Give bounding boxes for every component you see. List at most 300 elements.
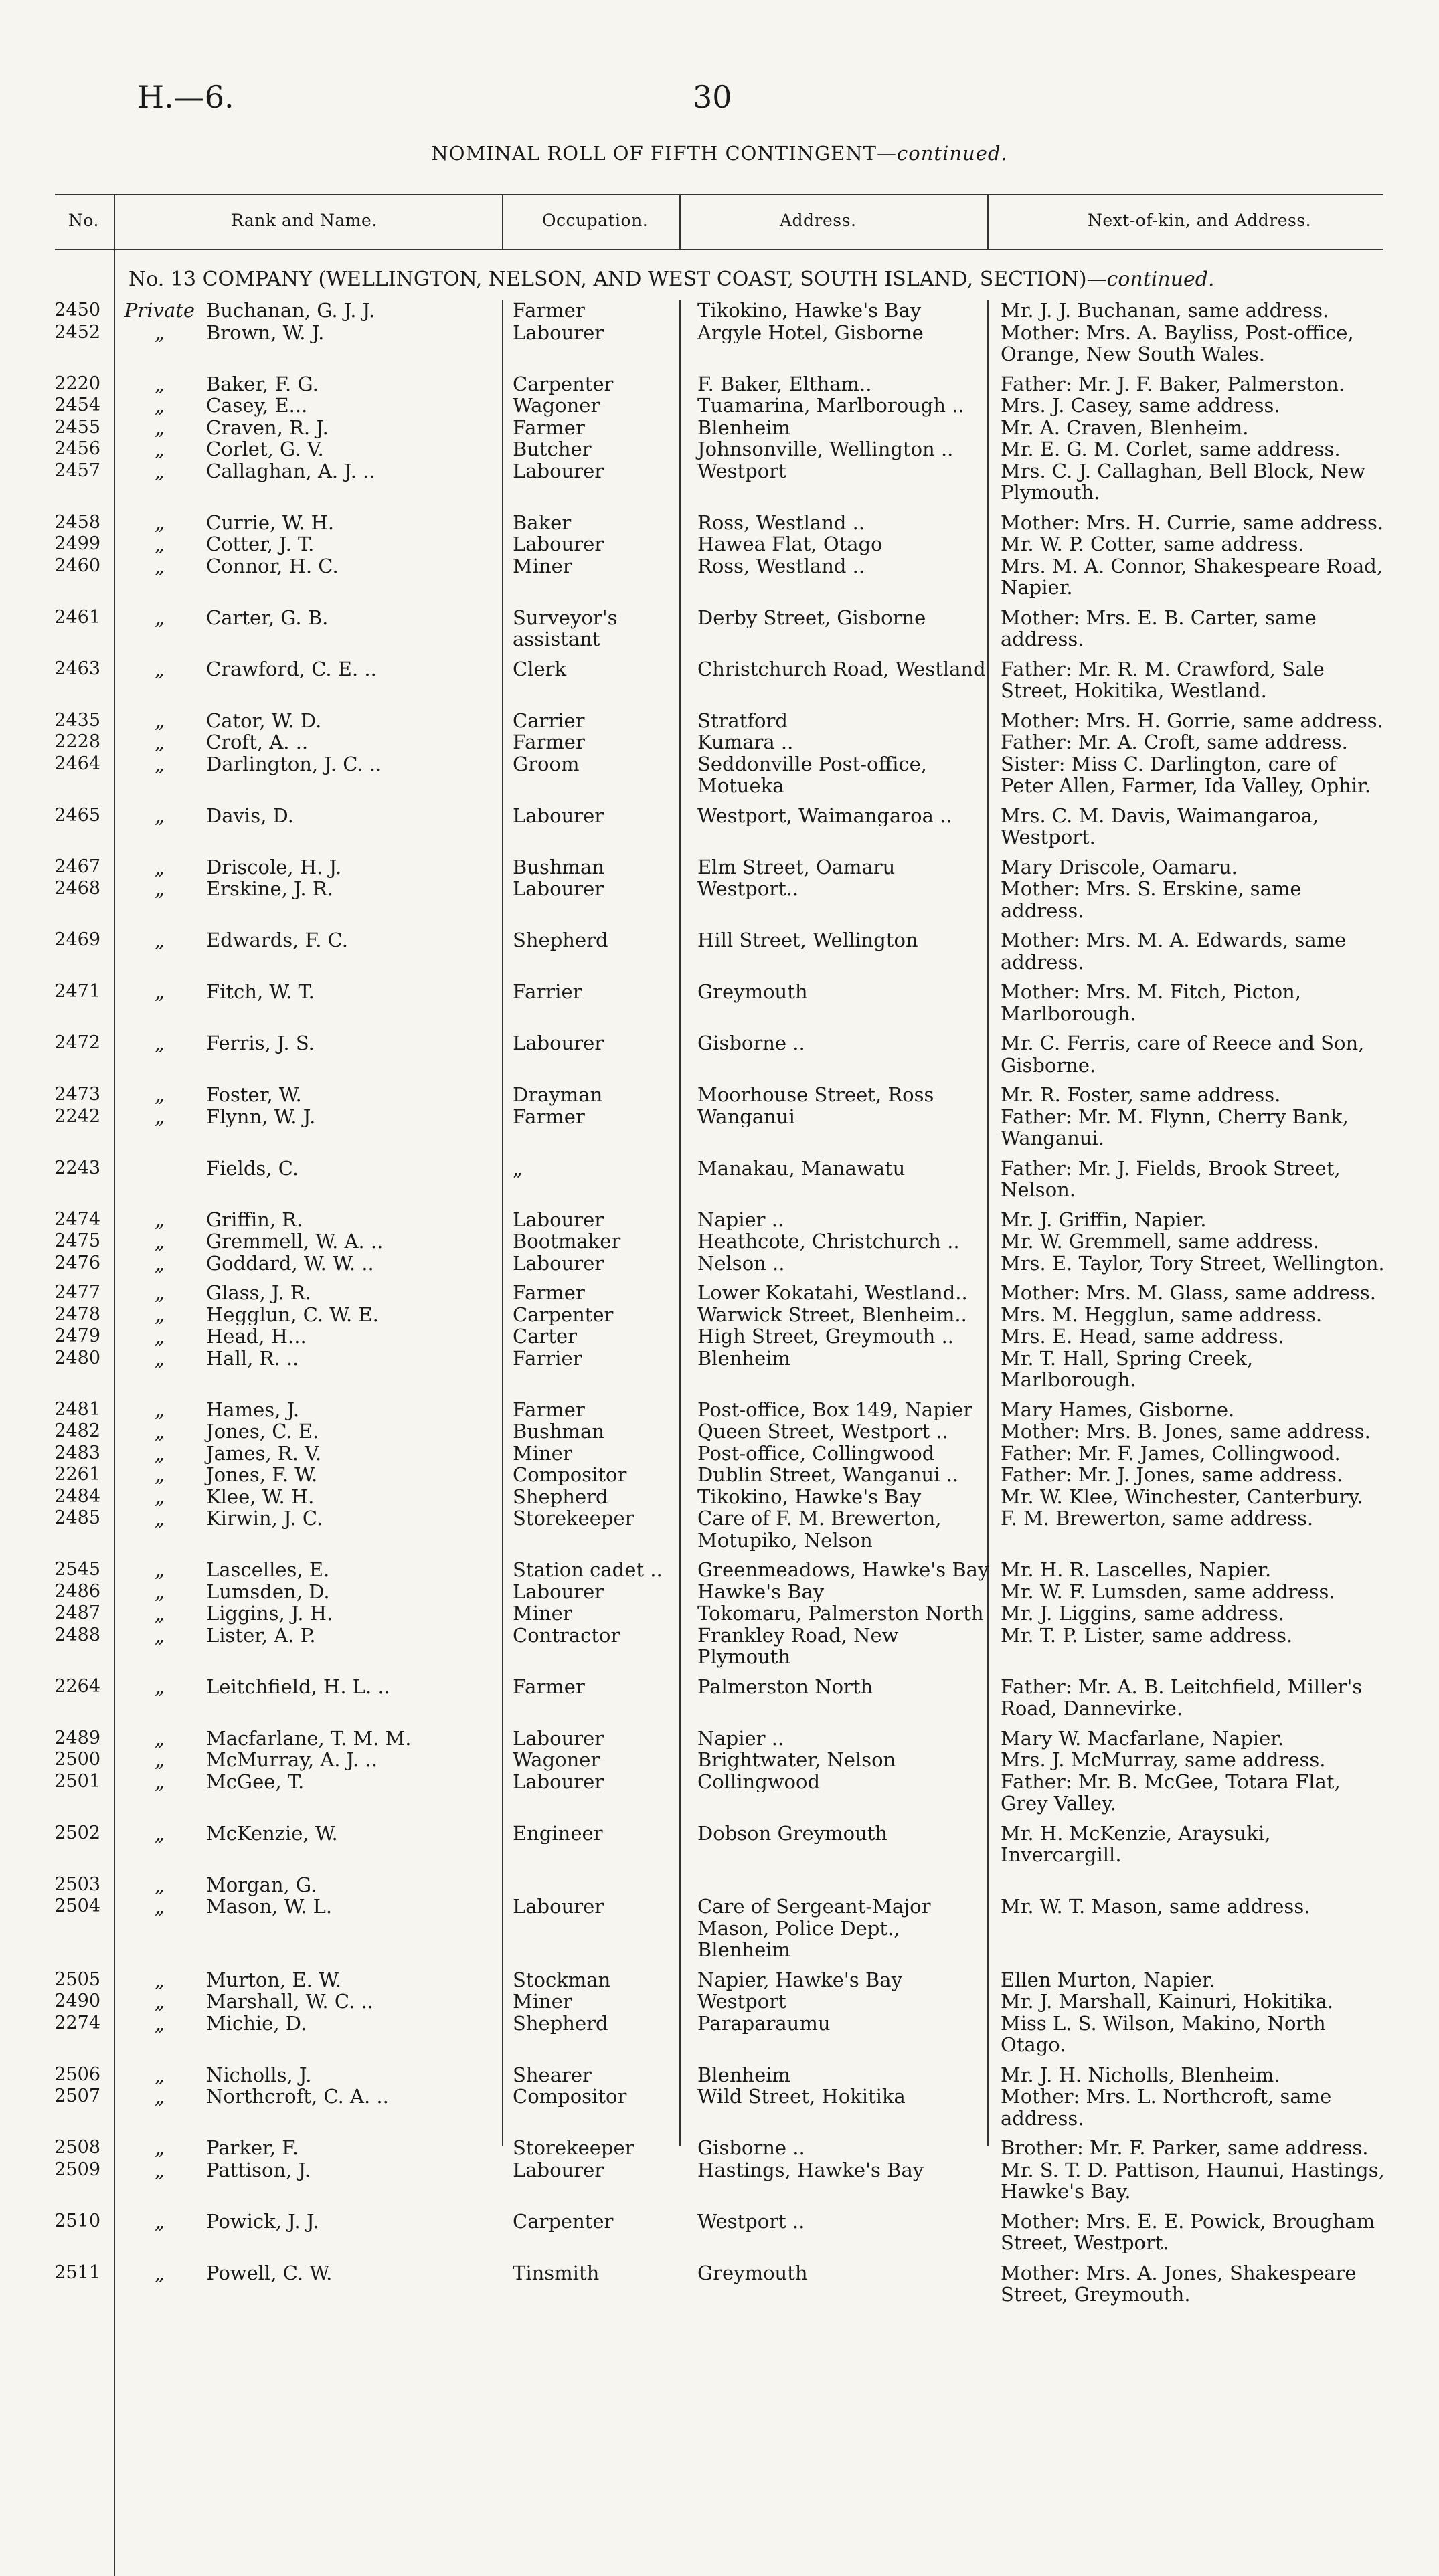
table-row (0, 1896, 1439, 1961)
entry-occupation: Stockman (513, 1968, 611, 1991)
entry-name: Nicholls, J. (206, 2063, 312, 2086)
table-row (0, 1771, 1439, 1815)
company-heading-main: No. 13 COMPANY (WELLINGTON, NELSON, AND WEST COAST, SOUTH ISLAND, SECTION)— (129, 268, 1107, 291)
entry-address: Nelson .. (697, 1252, 785, 1274)
entry-number: 2500 (54, 1749, 100, 1770)
entry-occupation: Compositor (513, 1464, 627, 1486)
entry-number: 2479 (54, 1325, 100, 1346)
entry-occupation: Carrier (513, 709, 585, 731)
entry-rank: „ (154, 394, 165, 417)
table-row (0, 1602, 1439, 1625)
entry-rank: „ (154, 1602, 165, 1625)
roll-title (0, 142, 1439, 165)
entry-rank: „ (154, 554, 165, 577)
entry-address: Westport, Waimangaroa .. (697, 804, 952, 826)
entry-occupation: Labourer (513, 533, 604, 555)
entry-number: 2483 (54, 1442, 100, 1463)
entry-number: 2456 (54, 438, 100, 459)
entry-number: 2468 (54, 878, 100, 899)
entry-occupation: Butcher (513, 438, 592, 460)
entry-name: Leitchfield, H. L. .. (206, 1675, 390, 1697)
entry-name: Connor, H. C. (206, 555, 339, 577)
entry-name: Foster, W. (206, 1084, 302, 1106)
entry-number: 2485 (54, 1507, 100, 1528)
entry-occupation: Farmer (513, 1675, 585, 1697)
entry-rank: „ (154, 438, 165, 460)
table-row (0, 2211, 1439, 2254)
entry-name: Ferris, J. S. (206, 1032, 315, 1054)
entry-name: Mason, W. L. (206, 1896, 333, 1918)
table-row (0, 300, 1439, 322)
table-row (0, 607, 1439, 650)
table-row (0, 1581, 1439, 1603)
entry-occupation: Carpenter (513, 373, 614, 395)
entry-address: Greymouth (697, 981, 808, 1003)
entry-number: 2509 (54, 2158, 100, 2180)
entry-address: Hawea Flat, Otago (697, 533, 883, 555)
entry-number: 2504 (54, 1896, 100, 1916)
entry-occupation: Clerk (513, 658, 567, 680)
table-row (0, 1253, 1439, 1275)
entry-address: Christchurch Road, Westland (697, 658, 986, 680)
entry-next-of-kin: Father: Mr. B. McGee, Totara Flat, Grey Valley. (1001, 1770, 1341, 1815)
entry-rank: „ (154, 1105, 165, 1128)
entry-next-of-kin: Mr. W. Gremmell, same address. (1001, 1230, 1319, 1253)
entry-rank: „ (154, 2136, 165, 2159)
entry-occupation: Engineer (513, 1822, 603, 1844)
entry-name: Marshall, W. C. .. (206, 1991, 373, 2013)
entry-name: Erskine, J. R. (206, 878, 333, 900)
table-row (0, 710, 1439, 732)
entry-next-of-kin: Mother: Mrs. A. Jones, Shakespeare Street, Greymouth. (1001, 2261, 1357, 2306)
entry-name: James, R. V. (206, 1442, 322, 1464)
entry-address: Ross, Westland .. (697, 555, 865, 577)
entry-address: Dublin Street, Wanganui .. (697, 1464, 959, 1486)
entry-occupation: Miner (513, 555, 572, 577)
table-row (0, 395, 1439, 417)
entry-number: 2261 (54, 1464, 100, 1485)
entry-name: Casey, E... (206, 395, 308, 417)
entry-occupation: „ (513, 1157, 523, 1179)
entry-name: Lumsden, D. (206, 1580, 330, 1602)
entry-next-of-kin: Brother: Mr. F. Parker, same address. (1001, 2136, 1369, 2159)
entry-name: Jones, F. W. (206, 1464, 318, 1486)
entry-next-of-kin: Mr. W. T. Mason, same address. (1001, 1895, 1310, 1918)
entry-rank: „ (154, 1303, 165, 1326)
entry-rank: „ (154, 657, 165, 680)
entry-next-of-kin: Mrs. M. Hegglun, same address. (1001, 1303, 1323, 1326)
entry-occupation: Shepherd (513, 1485, 608, 1507)
table-head-rule (55, 249, 1383, 250)
entry-address: Wanganui (697, 1105, 795, 1127)
entry-name: Morgan, G. (206, 1873, 317, 1896)
entry-address: Tikokino, Hawke's Bay (697, 300, 922, 322)
entry-number: 2469 (54, 929, 100, 950)
entry-next-of-kin: Mrs. C. J. Callaghan, Bell Block, New Plymouth. (1001, 459, 1366, 504)
entry-rank: „ (154, 1675, 165, 1698)
entry-number: 2460 (54, 555, 100, 576)
entry-number: 2463 (54, 658, 100, 679)
table-row (0, 929, 1439, 973)
entry-rank: „ (154, 1208, 165, 1231)
table-row (0, 1969, 1439, 1991)
entry-rank: „ (154, 1032, 165, 1054)
table-row (0, 878, 1439, 921)
entry-rank: „ (154, 731, 165, 753)
entry-occupation: Labourer (513, 1727, 604, 1749)
entry-number: 2464 (54, 753, 100, 774)
entry-occupation: Labourer (513, 878, 604, 900)
table-row (0, 1823, 1439, 1866)
entry-address: Westport (697, 460, 786, 482)
entry-name: Hegglun, C. W. E. (206, 1303, 379, 1325)
entry-next-of-kin: Mother: Mrs. E. E. Powick, Brougham Street, Westport. (1001, 2209, 1375, 2254)
entry-address: Wild Street, Hokitika (697, 2086, 906, 2108)
entry-number: 2545 (54, 1559, 100, 1580)
entry-next-of-kin: Mother: Mrs. B. Jones, same address. (1001, 1420, 1371, 1443)
entry-number: 2477 (54, 1282, 100, 1303)
entry-rank: „ (154, 1251, 165, 1275)
entry-address: Care of Sergeant-Major Mason, Police Dept., Blenheim (697, 1896, 931, 1961)
entry-number: 2499 (54, 533, 100, 554)
table-row (0, 731, 1439, 753)
entry-occupation: Labourer (513, 1032, 604, 1054)
entry-next-of-kin: Mr. W. F. Lumsden, same address. (1001, 1580, 1335, 1603)
entry-number: 2242 (54, 1105, 100, 1127)
entry-rank: „ (154, 2063, 165, 2086)
entry-rank: „ (154, 1507, 165, 1530)
entry-rank: „ (154, 416, 165, 439)
entry-name: Powell, C. W. (206, 2262, 333, 2284)
entry-address: Westport .. (697, 2210, 805, 2232)
entry-next-of-kin: Father: Mr. R. M. Crawford, Sale Street, Hokitika, Westland. (1001, 657, 1325, 702)
entry-next-of-kin: Father: Mr. J. Fields, Brook Street, Nelson. (1001, 1156, 1341, 1201)
entry-next-of-kin: Mr. E. G. M. Corlet, same address. (1001, 438, 1341, 460)
entry-address: Napier, Hawke's Bay (697, 1968, 902, 1991)
entry-next-of-kin: Mary W. Macfarlane, Napier. (1001, 1726, 1284, 1750)
entry-number: 2508 (54, 2137, 100, 2158)
table-row (0, 417, 1439, 439)
entry-address: High Street, Greymouth .. (697, 1325, 954, 1348)
entry-occupation: Farmer (513, 1105, 585, 1127)
page-number: 30 (693, 79, 732, 115)
entry-occupation: Storekeeper (513, 1507, 634, 1530)
entry-number: 2452 (54, 321, 100, 343)
entry-number: 2220 (54, 373, 100, 394)
entry-next-of-kin: Mrs. M. A. Connor, Shakespeare Road, Napier. (1001, 554, 1383, 599)
table-row (0, 512, 1439, 534)
entry-address: Brightwater, Nelson (697, 1749, 896, 1771)
entry-next-of-kin: Mrs. E. Taylor, Tory Street, Wellington. (1001, 1251, 1385, 1275)
entry-address: Hastings, Hawke's Bay (697, 2158, 924, 2181)
entry-rank: „ (154, 709, 165, 732)
entry-rank: „ (154, 459, 165, 482)
entry-name: Darlington, J. C. .. (206, 753, 382, 775)
entry-occupation: Surveyor's assistant (513, 606, 618, 650)
entry-name: Lister, A. P. (206, 1624, 316, 1646)
entry-rank: „ (154, 1398, 165, 1421)
table-row (0, 438, 1439, 460)
entry-occupation: Labourer (513, 1252, 604, 1274)
entry-next-of-kin: Mrs. J. Casey, same address. (1001, 394, 1280, 417)
entry-number: 2458 (54, 511, 100, 533)
table-row (0, 2159, 1439, 2203)
entry-rank: „ (154, 1083, 165, 1106)
page-header-left: H.—6. (137, 79, 234, 115)
entry-name: Goddard, W. W. .. (206, 1252, 374, 1274)
entry-name: Lascelles, E. (206, 1559, 330, 1581)
entry-occupation: Bootmaker (513, 1230, 621, 1253)
entry-address: Moorhouse Street, Ross (697, 1084, 934, 1106)
entry-rank: „ (154, 2085, 165, 2108)
entry-occupation: Labourer (513, 804, 604, 826)
entry-name: Crawford, C. E. .. (206, 658, 377, 680)
table-row (0, 322, 1439, 365)
entry-name: Griffin, R. (206, 1208, 303, 1230)
col-header-occupation: Occupation. (542, 211, 649, 230)
entry-name: Glass, J. R. (206, 1282, 311, 1304)
entry-number: 2507 (54, 2086, 100, 2106)
entry-name: McKenzie, W. (206, 1822, 338, 1844)
entry-rank: „ (154, 1230, 165, 1253)
entry-occupation: Labourer (513, 1896, 604, 1918)
entry-name: Pattison, J. (206, 2158, 311, 2181)
entry-rank: „ (154, 1580, 165, 1603)
entry-number: 2274 (54, 2012, 100, 2033)
entry-occupation: Miner (513, 1442, 572, 1464)
entry-rank: „ (154, 1623, 165, 1647)
entry-rank: „ (154, 980, 165, 1003)
table-row (0, 1106, 1439, 1149)
entry-number: 2475 (54, 1230, 100, 1251)
entry-occupation: Labourer (513, 1770, 604, 1792)
entry-next-of-kin: Mary Hames, Gisborne. (1001, 1398, 1235, 1421)
entry-number: 2480 (54, 1347, 100, 1368)
table-row (0, 533, 1439, 555)
entry-occupation: Farmer (513, 1398, 585, 1420)
entry-rank: „ (154, 1895, 165, 1918)
entry-name: McMurray, A. J. .. (206, 1749, 377, 1771)
entry-name: Carter, G. B. (206, 606, 329, 628)
entry-name: Driscole, H. J. (206, 856, 342, 878)
entry-rank: „ (154, 1325, 165, 1348)
entry-address: Lower Kokatahi, Westland.. (697, 1282, 968, 1304)
roll-table-body (0, 300, 1439, 2306)
table-row (0, 555, 1439, 599)
table-row (0, 1230, 1439, 1253)
entry-number: 2503 (54, 1873, 100, 1895)
table-row (0, 2137, 1439, 2159)
entry-rank: „ (154, 511, 165, 534)
entry-address: Warwick Street, Blenheim.. (697, 1303, 967, 1325)
entry-number: 2461 (54, 606, 100, 628)
roll-title-continued: continued. (897, 142, 1008, 165)
entry-occupation: Farrier (513, 1347, 582, 1369)
entry-rank: Private (124, 299, 195, 322)
entry-occupation: Bushman (513, 856, 605, 878)
entry-rank: „ (154, 2209, 165, 2233)
table-row (0, 805, 1439, 848)
entry-rank: „ (154, 606, 165, 629)
entry-occupation: Groom (513, 753, 580, 775)
col-header-rank: Rank and Name. (231, 211, 377, 230)
entry-occupation: Shearer (513, 2063, 592, 2086)
company-heading-continued: continued. (1106, 268, 1215, 291)
entry-rank: „ (154, 855, 165, 879)
entry-name: Callaghan, A. J. .. (206, 460, 375, 482)
table-row (0, 1325, 1439, 1348)
roll-title-main: NOMINAL ROLL OF FIFTH CONTINGENT— (431, 142, 898, 165)
entry-occupation: Carpenter (513, 1303, 614, 1325)
entry-rank: „ (154, 877, 165, 900)
table-row (0, 373, 1439, 395)
entry-address: Derby Street, Gisborne (697, 606, 926, 628)
entry-occupation: Carter (513, 1325, 578, 1348)
entry-name: Cotter, J. T. (206, 533, 315, 555)
entry-next-of-kin: Mrs. J. McMurray, same address. (1001, 1748, 1326, 1771)
entry-address: Tokomaru, Palmerston North (697, 1602, 984, 1625)
entry-number: 2465 (54, 804, 100, 826)
entry-name: Currie, W. H. (206, 511, 335, 533)
entry-address: Gisborne .. (697, 1032, 805, 1054)
entry-number: 2264 (54, 1675, 100, 1697)
entry-rank: „ (154, 1873, 165, 1896)
entry-next-of-kin: Mr. J. Marshall, Kainuri, Hokitika. (1001, 1990, 1334, 2013)
entry-next-of-kin: Mr. A. Craven, Blenheim. (1001, 416, 1249, 439)
entry-next-of-kin: Mr. J. H. Nicholls, Blenheim. (1001, 2063, 1280, 2086)
entry-address: Queen Street, Westport .. (697, 1420, 948, 1443)
entry-occupation: Wagoner (513, 1749, 600, 1771)
entry-number: 2488 (54, 1624, 100, 1645)
entry-rank: „ (154, 1281, 165, 1304)
entry-address: Greymouth (697, 2262, 808, 2284)
entry-rank: „ (154, 1420, 165, 1443)
entry-next-of-kin: Mother: Mrs. H. Currie, same address. (1001, 511, 1384, 534)
entry-rank: „ (154, 320, 165, 344)
entry-name: Powick, J. J. (206, 2210, 319, 2232)
entry-occupation: Wagoner (513, 395, 600, 417)
entry-next-of-kin: Mrs. C. M. Davis, Waimangaroa, Westport. (1001, 804, 1319, 848)
entry-occupation: Compositor (513, 2086, 627, 2108)
entry-occupation: Labourer (513, 460, 604, 482)
table-row (0, 1874, 1439, 1896)
table-row (0, 1625, 1439, 1668)
entry-name: Buchanan, G. J. J. (206, 300, 375, 322)
entry-next-of-kin: Mother: Mrs. M. Fitch, Picton, Marlborough. (1001, 980, 1301, 1025)
entry-address: Blenheim (697, 2063, 791, 2086)
entry-next-of-kin: Mary Driscole, Oamaru. (1001, 855, 1238, 879)
entry-name: Craven, R. J. (206, 416, 329, 438)
entry-address: Blenheim (697, 416, 791, 438)
entry-next-of-kin: Mr. W. Klee, Winchester, Canterbury. (1001, 1485, 1363, 1508)
entry-occupation: Tinsmith (513, 2262, 600, 2284)
entry-occupation: Labourer (513, 1208, 604, 1230)
entry-next-of-kin: Sister: Miss C. Darlington, care of Peter Allen, Farmer, Ida Valley, Ophir. (1001, 752, 1371, 797)
table-row (0, 1420, 1439, 1443)
entry-address: Gisborne .. (697, 2137, 805, 2159)
entry-next-of-kin: Father: Mr. M. Flynn, Cherry Bank, Wanganui. (1001, 1105, 1349, 1149)
entry-name: Croft, A. .. (206, 731, 309, 753)
entry-rank: „ (154, 1558, 165, 1581)
table-row (0, 1991, 1439, 2013)
entry-rank: „ (154, 2261, 165, 2284)
table-row (0, 1486, 1439, 1508)
entry-address: Frankley Road, New Plymouth (697, 1624, 899, 1668)
table-row (0, 1158, 1439, 1201)
table-row (0, 1032, 1439, 1076)
entry-name: Edwards, F. C. (206, 929, 349, 951)
entry-rank: „ (154, 1821, 165, 1845)
entry-name: Cator, W. D. (206, 709, 322, 731)
entry-occupation: Miner (513, 1602, 572, 1625)
entry-next-of-kin: Mr. C. Ferris, care of Reece and Son, Gisborne. (1001, 1032, 1365, 1077)
entry-address: Westport (697, 1991, 786, 2013)
entry-number: 2478 (54, 1303, 100, 1325)
entry-rank: „ (154, 1346, 165, 1370)
entry-next-of-kin: Mr. W. P. Cotter, same address. (1001, 533, 1304, 555)
entry-address: Westport.. (697, 878, 799, 900)
entry-address: Hawke's Bay (697, 1580, 825, 1602)
entry-number: 2243 (54, 1157, 100, 1178)
table-row (0, 1728, 1439, 1750)
entry-name: Hall, R. .. (206, 1347, 299, 1369)
company-heading (129, 268, 1215, 291)
entry-next-of-kin: Father: Mr. F. James, Collingwood. (1001, 1441, 1341, 1465)
table-row (0, 1507, 1439, 1551)
entry-next-of-kin: Mr. T. Hall, Spring Creek, Marlborough. (1001, 1346, 1254, 1391)
entry-number: 2505 (54, 1968, 100, 1990)
entry-number: 2481 (54, 1398, 100, 1420)
table-row (0, 1559, 1439, 1581)
entry-next-of-kin: Mother: Mrs. L. Northcroft, same address. (1001, 2085, 1332, 2130)
entry-rank: „ (154, 1770, 165, 1793)
entry-name: Kirwin, J. C. (206, 1507, 323, 1530)
entry-number: 2450 (54, 300, 100, 320)
entry-name: Davis, D. (206, 804, 294, 826)
entry-name: Parker, F. (206, 2137, 299, 2159)
entry-rank: „ (154, 752, 165, 775)
entry-address: Argyle Hotel, Gisborne (697, 321, 924, 343)
entry-address: Dobson Greymouth (697, 1822, 888, 1844)
table-row (0, 2086, 1439, 2129)
entry-occupation: Station cadet .. (513, 1559, 663, 1581)
entry-number: 2474 (54, 1208, 100, 1230)
table-row (0, 460, 1439, 504)
table-row (0, 753, 1439, 797)
table-row (0, 1676, 1439, 1720)
table-row (0, 1749, 1439, 1771)
entry-next-of-kin: Mr. J. Griffin, Napier. (1001, 1208, 1207, 1231)
entry-name: Corlet, G. V. (206, 438, 324, 460)
col-header-address: Address. (780, 211, 857, 230)
table-row (0, 1348, 1439, 1391)
entry-occupation: Shepherd (513, 2012, 608, 2034)
table-row (0, 2013, 1439, 2056)
entry-address: Tikokino, Hawke's Bay (697, 1485, 922, 1507)
entry-occupation: Storekeeper (513, 2137, 634, 2159)
entry-address: Tuamarina, Marlborough .. (697, 395, 964, 417)
table-row (0, 1209, 1439, 1231)
entry-address: Napier .. (697, 1727, 784, 1749)
entry-number: 2511 (54, 2262, 100, 2283)
entry-address: Heathcote, Christchurch .. (697, 1230, 960, 1253)
table-top-rule (55, 194, 1383, 195)
entry-address: Seddonville Post-office, Motueka (697, 753, 927, 797)
entry-occupation: Contractor (513, 1624, 620, 1646)
table-row (0, 2262, 1439, 2306)
entry-occupation: Drayman (513, 1084, 603, 1106)
entry-number: 2501 (54, 1770, 100, 1792)
